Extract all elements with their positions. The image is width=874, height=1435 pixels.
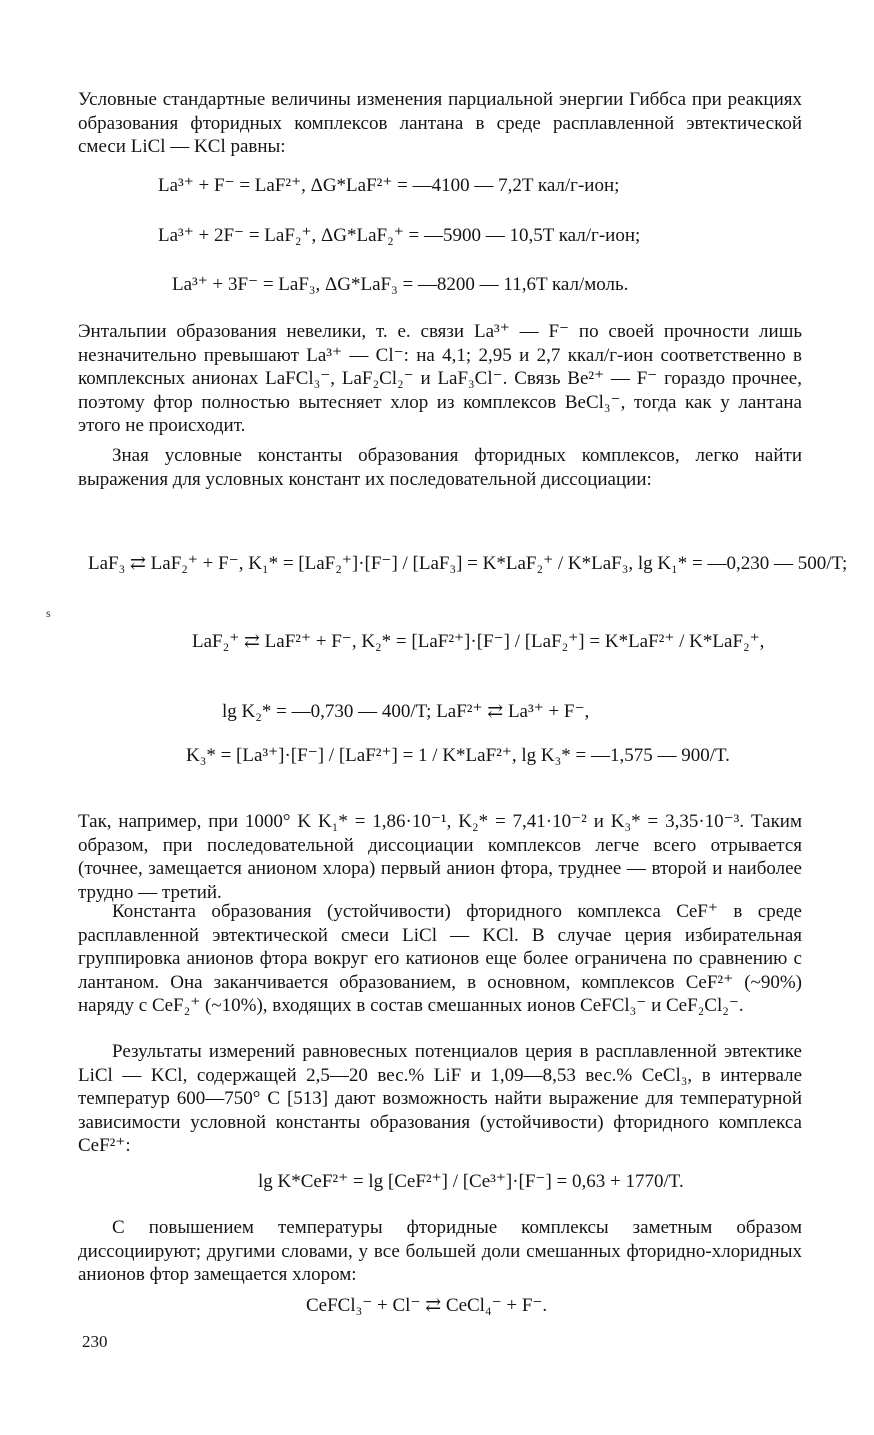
equation-k1: LaF₃ ⇄ LaF₂⁺ + F⁻, K₁* = [LaF₂⁺]·[F⁻] / [LaF₃] = K*LaF₂⁺ / K*LaF₃, lg K₁* = —0,230 — 500/T; xyxy=(88,553,848,574)
page-number: 230 xyxy=(82,1332,108,1351)
equation-cefcl3: CeFCl₃⁻ + Cl⁻ ⇄ CeCl₄⁻ + F⁻. xyxy=(306,1295,548,1316)
equation-k2: LaF₂⁺ ⇄ LaF²⁺ + F⁻, K₂* = [LaF²⁺]·[F⁻] / [LaF₂⁺] = K*LaF²⁺ / K*LaF₂⁺, xyxy=(192,631,765,652)
equation-lgk2: lg K₂* = —0,730 — 400/T; LaF²⁺ ⇄ La³⁺ + F⁻, xyxy=(222,701,590,722)
paragraph-intro: Условные стандартные величины изменения парциальной энергии Гиббса при реакциях образования фторидных комплексов лантана в среде расплавленной эвтектической смеси LiCl — KCl равны: xyxy=(78,89,802,157)
paragraph-temperature: С повышением температуры фторидные комплексы заметным образом диссоциируют; другими словами, у все большей доли смешанных фторидно-хлоридных анионов фтор замещается хлором: xyxy=(78,1217,802,1285)
paragraph-enthalpy: Энтальпии образования невелики, т. е. связи La³⁺ — F⁻ по своей прочности лишь незначительно превышают La³⁺ — Cl⁻: на 4,1; 2,95 и 2,7 ккал/г-ион соответственно в комплексных анионах LaFCl₃⁻, LaF₂Cl₂⁻ и LaF₃Cl⁻. Связь Be²⁺ — F⁻ гораздо прочнее, поэтому фтор полностью вытесняет хлор из комплексов BeCl₃⁻, тогда как у лантана этого не происходит. xyxy=(78,321,802,436)
margin-mark: s xyxy=(46,606,51,620)
equation-lgk-cef: lg K*CeF²⁺ = lg [CeF²⁺] / [Ce³⁺]·[F⁻] = 0,63 + 1770/T. xyxy=(258,1171,684,1192)
equation-laf3-gibbs: La³⁺ + 3F⁻ = LaF₃, ΔG*LaF₃ = —8200 — 11,6T кал/моль. xyxy=(172,274,629,295)
equation-laf2plus-gibbs: La³⁺ + F⁻ = LaF²⁺, ΔG*LaF²⁺ = —4100 — 7,2T кал/г-ион; xyxy=(158,175,620,196)
paragraph-cerium-constant xyxy=(78,900,802,1018)
paragraph-dissociation-intro: Зная условные константы образования фторидных комплексов, легко найти выражения для условных констант их последовательной диссоциации: xyxy=(78,445,802,490)
paragraph-example-1000k: Так, например, при 1000° K K₁* = 1,86·10⁻¹, K₂* = 7,41·10⁻² и K₃* = 3,35·10⁻³. Таким образом, при последовательной диссоциации комплексов легче всего отрывается (точнее, замещается анионом хлора) первый анион фтора, труднее — второй и наиболее трудно — третий. xyxy=(78,811,802,903)
paragraph-measurements: Результаты измерений равновесных потенциалов церия в расплавленной эвтектике LiCl — KCl, содержащей 2,5—20 вес.% LiF и 1,09—8,53 вес.% CeCl₃, в интервале температур 600—750° C [513] дают возможность найти выражение для температурной зависимости условной константы образования (устойчивости) фторидного комплекса CeF²⁺: xyxy=(78,1041,802,1156)
equation-laf2-gibbs: La³⁺ + 2F⁻ = LaF₂⁺, ΔG*LaF₂⁺ = —5900 — 10,5T кал/г-ион; xyxy=(158,225,641,246)
paragraph-cerium-text: Константа образования (устойчивости) фторидного комплекса CeF⁺ в среде расплавленной эвтектической смеси LiCl — KCl. В случае церия избирательная группировка анионов фтора вокруг его катионов еще более ограничена по сравнению с лантаном. Она заканчивается образованием, в основном, комплексов CeF²⁺ (~90%) наряду с CeF₂⁺ (~10%), входящих в состав смешанных ионов CeFCl₃⁻ и CeF₂Cl₂⁻. xyxy=(78,901,802,1016)
equation-k3: K₃* = [La³⁺]·[F⁻] / [LaF²⁺] = 1 / K*LaF²⁺, lg K₃* = —1,575 — 900/T. xyxy=(186,745,730,766)
